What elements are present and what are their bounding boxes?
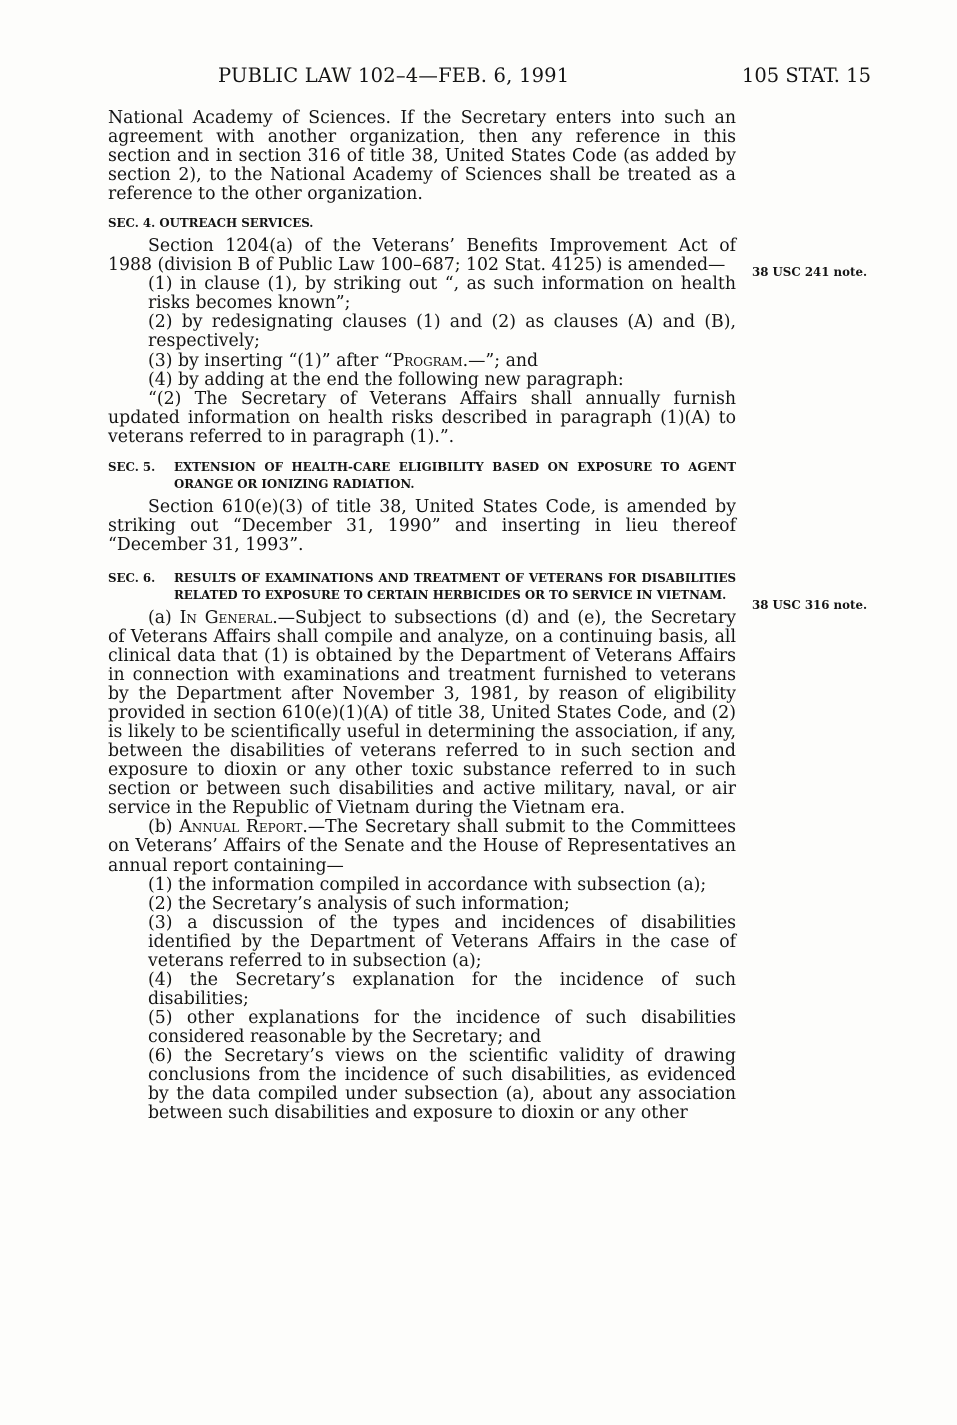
- sec6-label: SEC. 6.: [108, 570, 156, 585]
- sec6-subsection-b: [108, 818, 736, 875]
- sec6-a-text: .—Subject to subsections (d) and (e), the Secretary of Veterans Affairs shall compile and analyze, on a continuing basis, all clinical data that (1) is obtained by the Department of Veterans Affairs in connection with examinations and treatment furnished to veterans by the Department after November 3, 1981, by reason of eligibility provided in section 610(e)(1)(A) of title 38, United States Code, and (2) is likely to be scientifically useful in determining the association, if any, between the disabilities of veterans referred to in such section and exposure to dioxin or any other toxic substance referred to in such section or between such disabilities and active military, naval, or air service in the Republic of Vietnam during the Vietnam era.: [108, 607, 736, 819]
- sec6-b-caption: Annual Report: [179, 817, 303, 838]
- sec6-a-label: (a): [148, 607, 180, 628]
- sec6-b-text: .—The Secretary shall submit to the Committees on Veterans’ Affairs of the Senate and the House of Representatives an annual report containing—: [108, 817, 736, 876]
- sec5-paragraph: Section 610(e)(3) of title 38, United States Code, is amended by striking out “December 31, 1990” and inserting in lieu thereof “December 31, 1993”.: [108, 496, 736, 555]
- page-header: [0, 64, 957, 96]
- sec6-heading: [108, 570, 736, 604]
- sec5-heading: [108, 459, 736, 493]
- sec6-item-3: (3) a discussion of the types and incidences of disabilities identified by the Department of Veterans Affairs in the case of veterans referred to in subsection (a);: [148, 912, 736, 971]
- sec4-clause-1: (1) in clause (1), by striking out “, as such information on health risks becomes known”;: [148, 274, 736, 314]
- sec4-heading: SEC. 4. OUTREACH SERVICES.: [108, 216, 314, 231]
- margin-note-sec4: 38 USC 241 note.: [752, 265, 868, 279]
- intro-paragraph: National Academy of Sciences. If the Secretary enters into such an agreement with another organization, then any reference in this section and in section 316 of title 38, United States Code (as added by section 2), to the National Academy of Sciences shall be treated as a reference to the other organization.: [108, 108, 736, 205]
- stat-page-number: 105 STAT. 15: [741, 64, 871, 87]
- sec6-b-label: (b): [148, 817, 180, 838]
- sec6-subsection-a: [108, 609, 736, 819]
- sec6-item-4: (4) the Secretary’s explanation for the incidence of such disabilities;: [148, 969, 736, 1009]
- sec5-label: SEC. 5.: [108, 459, 156, 474]
- sec5-title: EXTENSION OF HEALTH-CARE ELIGIBILITY BASED ON EXPOSURE TO AGENT ORANGE OR IONIZING RADIATION.: [174, 459, 736, 491]
- document-body: [108, 109, 736, 1123]
- sec4-clause-3: [108, 352, 736, 371]
- sec6-item-6: (6) the Secretary’s views on the scientific validity of drawing conclusions from the incidence of such disabilities, as evidenced by the data compiled under subsection (a), about any association between such disabilities and exposure to dioxin or any other: [148, 1045, 736, 1124]
- running-header-title: PUBLIC LAW 102–4—FEB. 6, 1991: [218, 64, 570, 87]
- sec6-item-5: (5) other explanations for the incidence of such disabilities considered reasonable by the Secretary; and: [148, 1007, 736, 1047]
- sec4-clause-4: (4) by adding at the end the following new paragraph:: [148, 369, 624, 390]
- sec6-item-1: (1) the information compiled in accordance with subsection (a);: [148, 874, 707, 895]
- sec6-item-2: (2) the Secretary’s analysis of such information;: [148, 893, 570, 914]
- sec4-quoted-paragraph: “(2) The Secretary of Veterans Affairs shall annually furnish updated information on health risks described in paragraph (1)(A) to veterans referred to in paragraph (1).”.: [108, 388, 736, 447]
- sec6-title: RESULTS OF EXAMINATIONS AND TREATMENT OF VETERANS FOR DISABILITIES RELATED TO EXPOSURE TO CERTAIN HERBICIDES OR TO SERVICE IN VIETNAM.: [174, 570, 736, 602]
- sec6-a-caption: In General: [179, 607, 273, 628]
- sec4-paragraph: Section 1204(a) of the Veterans’ Benefits Improvement Act of 1988 (division B of Public Law 100–687; 102 Stat. 4125) is amended—: [108, 236, 736, 276]
- sec4-clause-3-end: .—”; and: [462, 350, 539, 371]
- sec4-clause-2: (2) by redesignating clauses (1) and (2) as clauses (A) and (B), respectively;: [148, 312, 736, 352]
- sec4-clause-3-start: (3) by inserting “(1)” after “: [148, 350, 393, 371]
- margin-note-sec6: 38 USC 316 note.: [752, 598, 868, 612]
- program-caption: Program: [392, 350, 463, 371]
